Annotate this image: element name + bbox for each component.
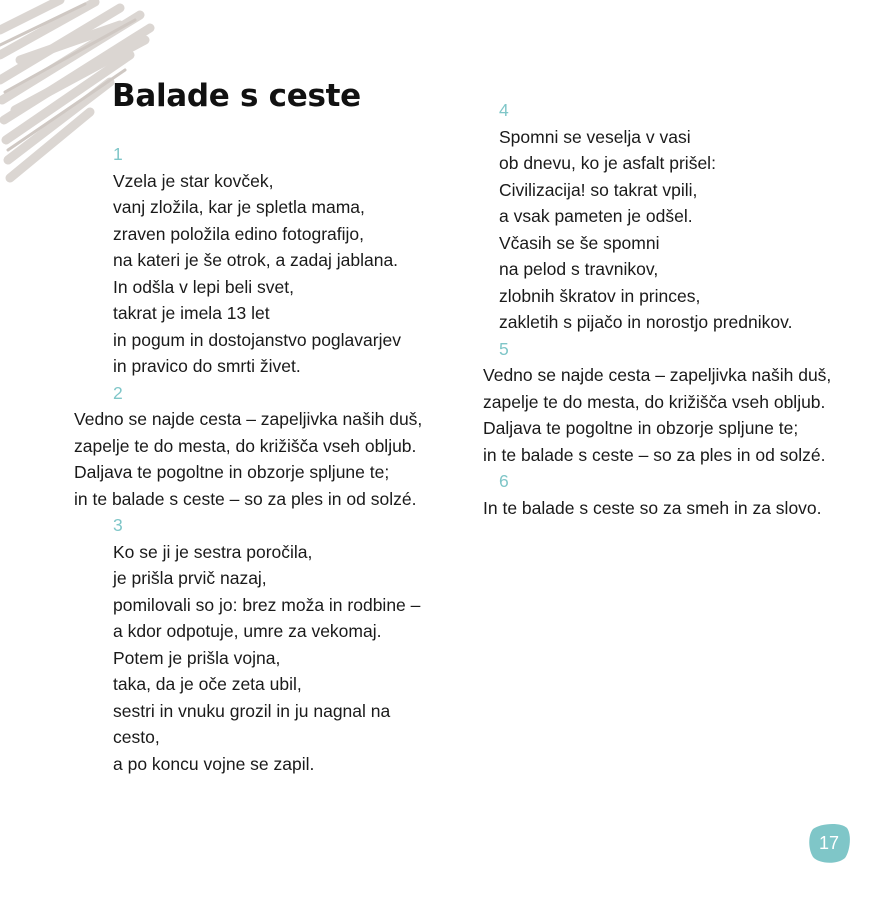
lyric-line: a po koncu vojne se zapil. bbox=[113, 753, 315, 774]
lyric-line: zlobnih škratov in princes, bbox=[499, 285, 701, 306]
stanza-number: 4 bbox=[499, 100, 509, 120]
lyric-line: Ko se ji je sestra poročila, bbox=[113, 541, 313, 562]
lyric-line: Spomni se veselja v vasi bbox=[499, 126, 691, 147]
lyric-line: takrat je imela 13 let bbox=[113, 303, 270, 323]
lyric-line: na pelod s travnikov, bbox=[499, 259, 659, 279]
lyric-line: in te balade s ceste – so za ples in od solzé. bbox=[74, 488, 417, 509]
verse-stanza bbox=[74, 168, 474, 380]
stanza-number: 5 bbox=[499, 338, 509, 359]
lyric-line: zapelje te do mesta, do križišča vseh obljub. bbox=[74, 435, 417, 456]
page-title: Balade s ceste bbox=[112, 78, 361, 114]
page-number: 17 bbox=[818, 832, 840, 853]
lyric-line: Vedno se najde cesta – zapeljivka naših duš, bbox=[74, 409, 423, 429]
lyric-line: je prišla prvič nazaj, bbox=[113, 568, 267, 588]
lyric-line: zraven položila edino fotografijo, bbox=[113, 223, 364, 244]
stanza-number: 2 bbox=[113, 382, 123, 403]
lyric-line: in te balade s ceste – so za ples in od solzé. bbox=[483, 444, 826, 465]
lyric-line: taka, da je oče zeta ubil, bbox=[113, 674, 302, 694]
lyric-line: ob dnevu, ko je asfalt prišel: bbox=[499, 153, 716, 173]
chorus-stanza bbox=[483, 362, 878, 468]
lyric-line: Vzela je star kovček, bbox=[113, 170, 274, 191]
lyric-line: in pogum in dostojanstvo poglavarjev bbox=[113, 329, 401, 350]
stanza-number: 6 bbox=[499, 471, 509, 491]
lyric-line: a vsak pameten je odšel. bbox=[499, 206, 693, 226]
chorus-stanza bbox=[74, 406, 474, 512]
lyric-line: zapelje te do mesta, do križišča vseh obljub. bbox=[483, 391, 826, 412]
lyric-line: cesto, bbox=[113, 727, 160, 747]
lyric-line: na kateri je še otrok, a zadaj jablana. bbox=[113, 250, 399, 270]
stanza-number: 1 bbox=[113, 144, 123, 164]
chorus-stanza bbox=[483, 495, 878, 522]
left-column bbox=[74, 141, 474, 777]
right-column bbox=[483, 97, 878, 521]
lyric-line: In odšla v lepi beli svet, bbox=[113, 276, 294, 297]
lyric-line: in pravico do smrti živet. bbox=[113, 356, 301, 376]
lyric-line: pomilovali so jo: brez moža in rodbine – bbox=[113, 594, 421, 615]
lyric-line: zakletih s pijačo in norostjo prednikov. bbox=[499, 312, 793, 332]
lyric-line: Daljava te pogoltne in obzorje spljune te; bbox=[483, 418, 799, 438]
verse-stanza bbox=[74, 539, 474, 778]
lyric-line: In te balade s ceste so za smeh in za slovo. bbox=[483, 497, 822, 518]
lyric-line: Civilizacija! so takrat vpili, bbox=[499, 179, 698, 200]
stanza-number: 3 bbox=[113, 515, 123, 535]
verse-stanza bbox=[483, 124, 878, 336]
lyric-line: Daljava te pogoltne in obzorje spljune te; bbox=[74, 462, 390, 482]
lyric-line: a kdor odpotuje, umre za vekomaj. bbox=[113, 621, 382, 641]
lyric-line: Vedno se najde cesta – zapeljivka naših duš, bbox=[483, 365, 832, 385]
lyric-line: sestri in vnuku grozil in ju nagnal na bbox=[113, 700, 391, 721]
lyric-line: Včasih se še spomni bbox=[499, 232, 660, 253]
lyric-line: vanj zložila, kar je spletla mama, bbox=[113, 197, 365, 217]
lyric-line: Potem je prišla vojna, bbox=[113, 647, 281, 668]
